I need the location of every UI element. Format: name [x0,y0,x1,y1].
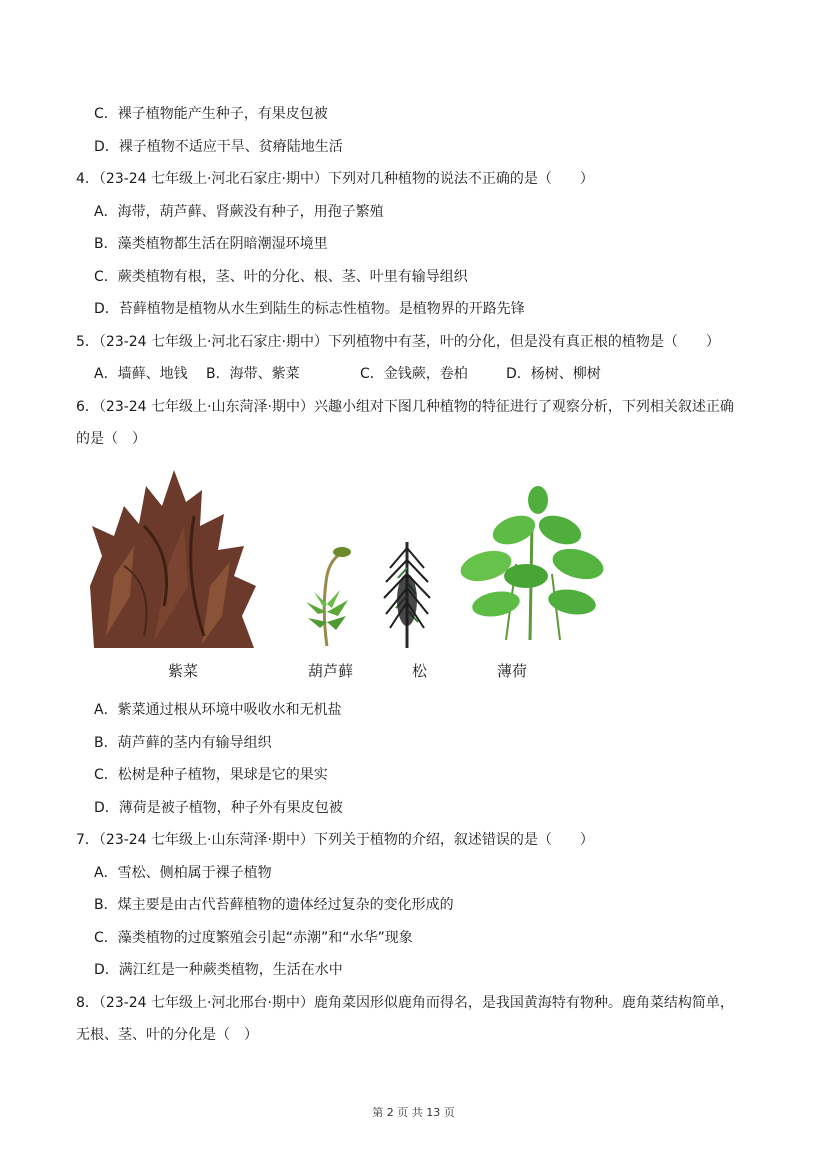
q5-stem: 5．（23-24 七年级上·河北石家庄·期中）下列植物中有茎，叶的分化，但是没有真正根的植物是（ ） [76,334,720,350]
q7-option-a: A．雪松、侧柏属于裸子植物 [94,865,272,881]
song-image [380,538,434,650]
caption-bohe: 薄荷 [497,662,528,680]
q7-option-b: B．煤主要是由古代苔藓植物的遗体经过复杂的变化形成的 [94,897,454,913]
caption-zicai: 紫菜 [168,662,199,680]
q4-option-d: D．苔藓植物是植物从水生到陆生的标志性植物。是植物界的开路先锋 [94,301,525,317]
caption-huluxian: 葫芦藓 [308,662,354,680]
q3-option-d: D．裸子植物不适应干旱、贫瘠陆地生活 [94,139,343,155]
q8-stem-line2: 无根、茎、叶的分化是（ ） [76,1027,258,1043]
q4-stem: 4．（23-24 七年级上·河北石家庄·期中）下列对几种植物的说法不正确的是（ ） [76,171,594,187]
q5-option-d: D．杨树、柳树 [506,366,601,382]
q6-option-b: B．葫芦藓的茎内有输导组织 [94,735,272,751]
q5-option-c: C．金钱蕨，卷柏 [360,366,468,382]
q3-option-c: C．裸子植物能产生种子，有果皮包被 [94,106,328,122]
q7-stem: 7．（23-24 七年级上·山东菏泽·期中）下列关于植物的介绍，叙述错误的是（ ） [76,832,594,848]
zicai-image [84,466,260,650]
q6-option-a: A．紫菜通过根从环境中吸收水和无机盐 [94,702,342,718]
q4-option-c: C．蕨类植物有根，茎、叶的分化、根、茎、叶里有输导组织 [94,269,468,285]
q8-stem-line1: 8．（23-24 七年级上·河北邢台·期中）鹿角菜因形似鹿角而得名，是我国黄海特有物种。鹿角菜结构简单， [76,995,734,1011]
q6-option-d: D．薄荷是被子植物，种子外有果皮包被 [94,800,343,816]
q4-option-a: A．海带，葫芦藓、肾蕨没有种子，用孢子繁殖 [94,204,384,220]
caption-song: 松 [412,662,428,680]
q7-option-c: C．藻类植物的过度繁殖会引起“赤潮”和“水华”现象 [94,930,413,946]
q6-stem-line2: 的是（ ） [76,431,146,447]
q5-option-a: A．墙藓、地钱 [94,366,188,382]
q6-option-c: C．松树是种子植物，果球是它的果实 [94,767,328,783]
huluxian-image [300,542,354,648]
q5-option-b: B．海带、紫菜 [206,366,300,382]
q6-stem-line1: 6．（23-24 七年级上·山东菏泽·期中）兴趣小组对下图几种植物的特征进行了观察分析，下列相关叙述正确 [76,399,734,415]
page-footer: 第 2 页 共 13 页 [372,1106,455,1119]
bohe-image [456,484,606,642]
q4-option-b: B．藻类植物都生活在阴暗潮湿环境里 [94,236,328,252]
q7-option-d: D．满江红是一种蕨类植物，生活在水中 [94,962,343,978]
